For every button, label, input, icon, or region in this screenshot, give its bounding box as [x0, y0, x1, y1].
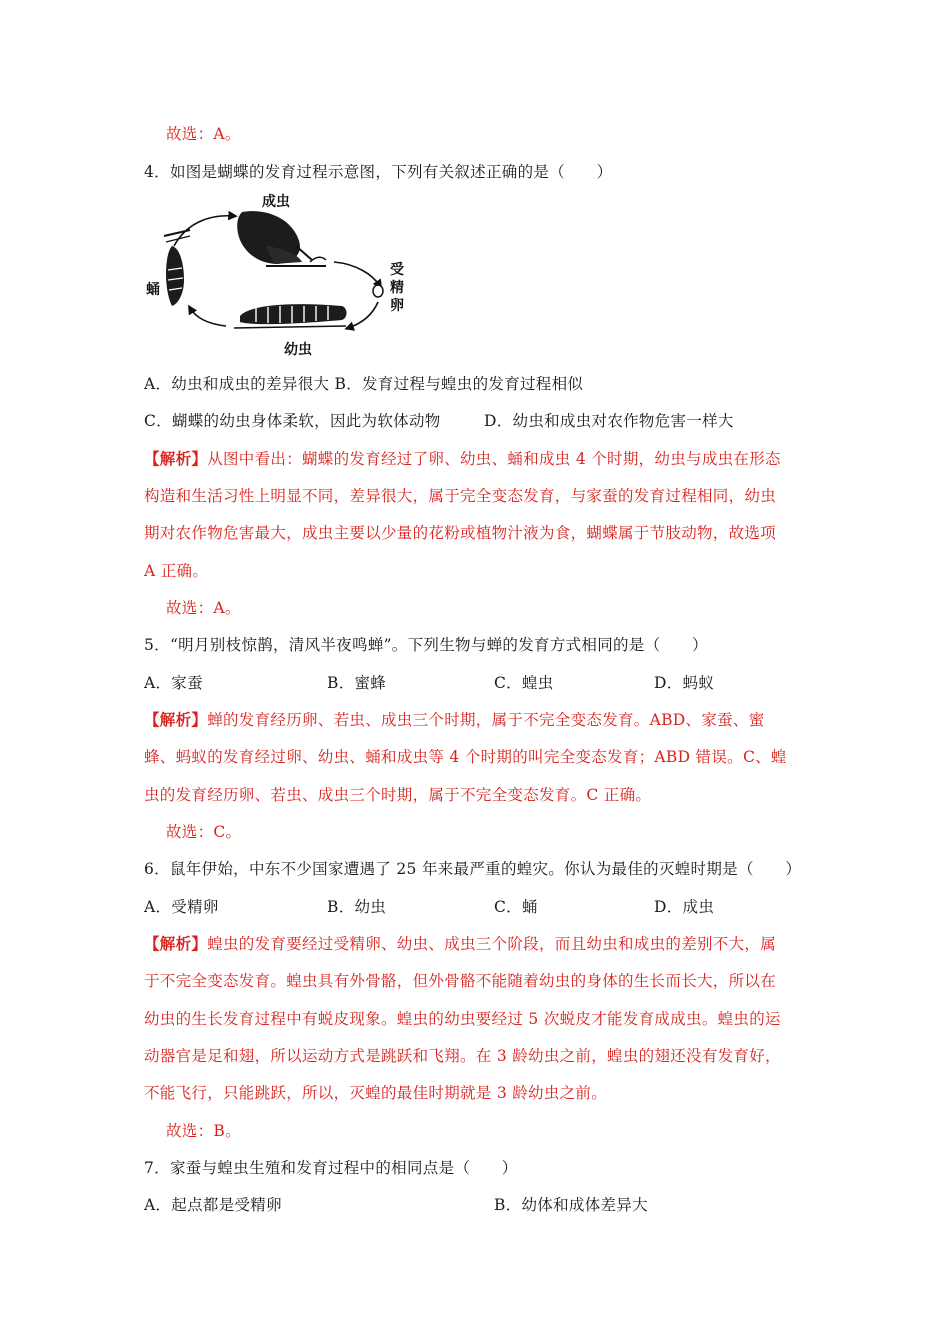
question-4: 4．如图是蝴蝶的发育过程示意图，下列有关叙述正确的是（ ）: [144, 163, 613, 181]
explanation-label: 【解析】: [144, 934, 208, 953]
explanation-5-line-3: 虫的发育经历卵、若虫、成虫三个时期，属于不完全变态发育。C 正确。: [144, 786, 652, 804]
explanation-6-line-3: 幼虫的生长发育过程中有蜕皮现象。蝗虫的幼虫要经过 5 次蜕皮才能发育成成虫。蝗虫的运: [144, 1010, 781, 1028]
explanation-6-line-1: 【解析】蝗虫的发育要经过受精卵、幼虫、成虫三个阶段，而且幼虫和成虫的差别不大，属: [144, 934, 777, 953]
butterfly-lifecycle-diagram: [146, 190, 416, 360]
answer-q5: 故选：C。: [166, 823, 242, 841]
question-4-options-ab: A．幼虫和成虫的差异很大 B．发育过程与蝗虫的发育过程相似: [144, 375, 584, 393]
label-pupa: 蛹: [146, 282, 160, 298]
answer-q3: 故选：A。: [166, 125, 241, 143]
question-5-option-c: C．蝗虫: [494, 674, 554, 692]
answer-q6: 故选：B。: [166, 1122, 241, 1140]
arrow-larva-to-pupa: [190, 308, 226, 326]
arrow-adult-to-egg: [334, 262, 380, 286]
explanation-6-line-4: 动器官是足和翅，所以运动方式是跳跃和飞翔。在 3 龄幼虫之前，蝗虫的翅还没有发育好，: [144, 1047, 781, 1065]
explanation-5-line-1: 【解析】蝉的发育经历卵、若虫、成虫三个时期，属于不完全变态发育。ABD、家蚕、蜜: [144, 710, 765, 729]
label-larva: 幼虫: [284, 342, 312, 358]
explanation-5-line-2: 蜂、蚂蚁的发育经过卵、幼虫、蛹和成虫等 4 个时期的叫完全变态发育；ABD 错误。C、蝗: [144, 748, 787, 766]
adult-butterfly-image: [237, 211, 326, 266]
question-7-option-b: B．幼体和成体差异大: [494, 1196, 648, 1214]
question-4-option-d: D．幼虫和成虫对农作物危害一样大: [484, 412, 734, 430]
label-egg-2: 精: [390, 280, 404, 296]
question-6-option-a: A．受精卵: [144, 898, 219, 916]
explanation-label: 【解析】: [144, 710, 208, 729]
question-6: 6．鼠年伊始，中东不少国家遭遇了 25 年来最严重的蝗灾。你认为最佳的灭蝗时期是（ ）: [144, 860, 802, 878]
label-egg-3: 卵: [390, 298, 404, 314]
explanation-4-line-2: 构造和生活习性上明显不同，差异很大，属于完全变态发育，与家蚕的发育过程相同，幼虫: [144, 487, 777, 505]
explanation-4-line-1: 【解析】从图中看出：蝴蝶的发育经过了卵、幼虫、蛹和成虫 4 个时期，幼虫与成虫在形态: [144, 449, 781, 468]
question-6-option-d: D．成虫: [654, 898, 715, 916]
arrow-egg-to-larva: [348, 302, 378, 328]
question-5: 5．“明月别枝惊鹊，清风半夜鸣蝉”。下列生物与蝉的发育方式相同的是（ ）: [144, 636, 708, 654]
larva-image: [234, 304, 347, 328]
question-5-option-a: A．家蚕: [144, 674, 203, 692]
question-5-option-b: B．蜜蜂: [327, 674, 387, 692]
question-5-option-d: D．蚂蚁: [654, 674, 715, 692]
explanation-6-line-5: 不能飞行，只能跳跃，所以，灭蝗的最佳时期就是 3 龄幼虫之前。: [144, 1084, 608, 1102]
question-4-option-c: C．蝴蝶的幼虫身体柔软，因此为软体动物: [144, 412, 441, 430]
answer-q4: 故选：A。: [166, 599, 241, 617]
label-egg-1: 受: [390, 262, 404, 278]
explanation-label: 【解析】: [144, 449, 208, 468]
question-6-option-b: B．幼虫: [327, 898, 387, 916]
explanation-6-line-2: 于不完全变态发育。蝗虫具有外骨骼，但外骨骼不能随着幼虫的身体的生长而长大，所以在: [144, 972, 777, 990]
explanation-4-line-3: 期对农作物危害最大，成虫主要以少量的花粉或植物汁液为食，蝴蝶属于节肢动物，故选项: [144, 524, 777, 542]
question-6-option-c: C．蛹: [494, 898, 538, 916]
question-7-option-a: A．起点都是受精卵: [144, 1196, 282, 1214]
egg-image: [373, 285, 383, 297]
question-7: 7．家蚕与蝗虫生殖和发育过程中的相同点是（ ）: [144, 1159, 518, 1177]
explanation-4-line-4: A 正确。: [144, 562, 209, 580]
label-adult: 成虫: [262, 194, 290, 210]
